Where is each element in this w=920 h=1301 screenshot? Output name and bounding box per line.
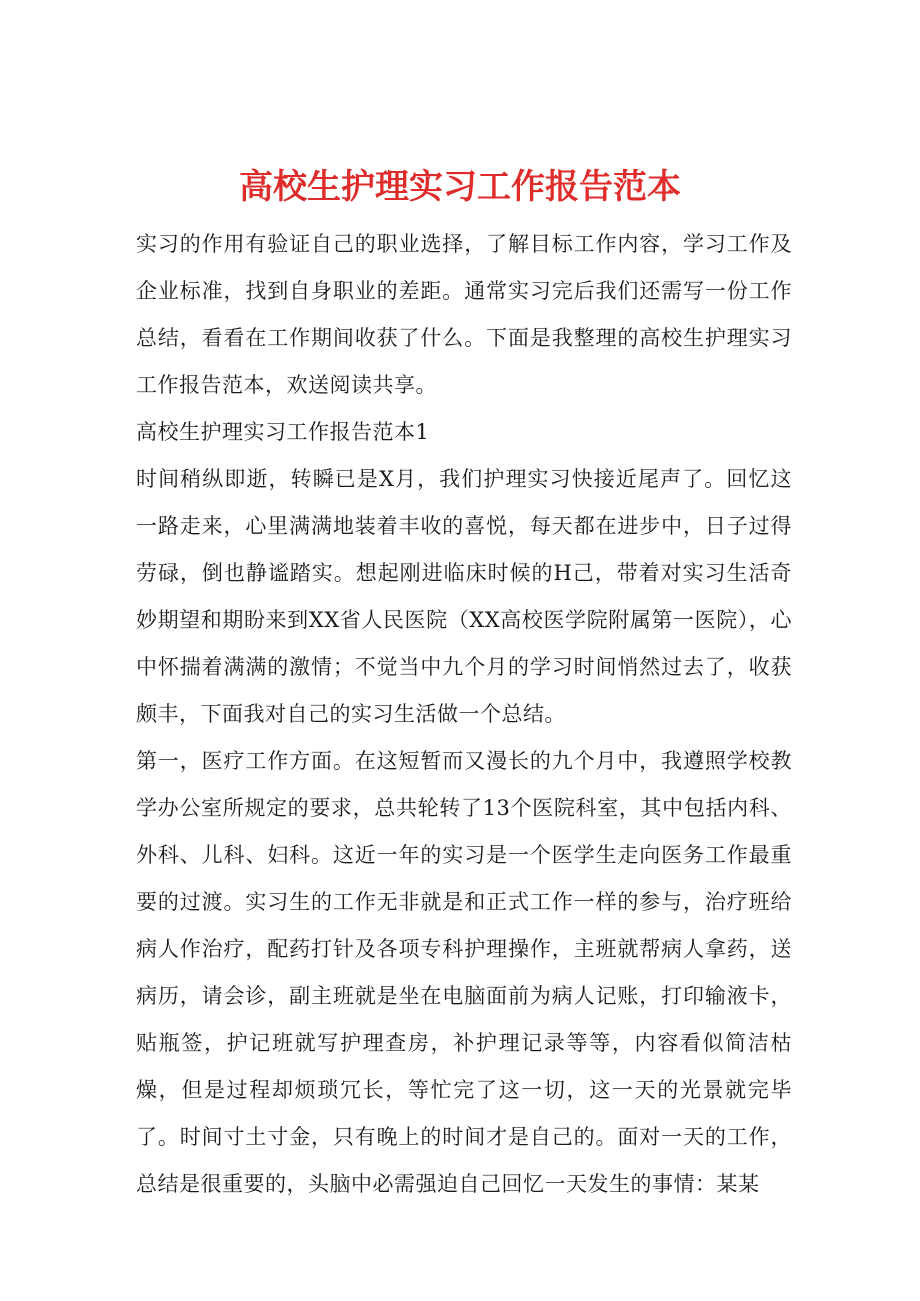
document-title: 高校生护理实习工作报告范本 xyxy=(239,166,681,207)
body-paragraph-2: 第一，医疗工作方面。在这短暂而又漫长的九个月中，我遵照学校教学办公室所规定的要求，总共轮转了13个医院科室，其中包括内科、外科、儿科、妇科。这近一年的实习是一个医学生走向医务工作最重要的过渡。实习生的工作无非就是和正式工作一样的参与，治疗班给病人作治疗，配药打针及各项专科护理操作，主班就帮病人拿药，送病历，请会诊，副主班就是坐在电脑面前为病人记账，打印输液卡，贴瓶签，护记班就写护理查房，补护理记录等等，内容看似简洁枯燥，但是过程却烦琐冗长，等忙完了这一切，这一天的光景就完毕了。时间寸土寸金，只有晚上的时间才是自己的。面对一天的工作，总结是很重要的，头脑中必需强迫自己回忆一天发生的事情：某某 xyxy=(136,749,792,1196)
body-paragraph-1: 时间稍纵即逝，转瞬已是X月，我们护理实习快接近尾声了。回忆这一路走来，心里满满地装着丰收的喜悦，每天都在进步中，日子过得劳碌，倒也静谧踏实。想起刚进临床时候的H己，带着对实习生活奇妙期望和期盼来到XX省人民医院（XX高校医学院附属第一医院），心中怀揣着满满的激情；不觉当中九个月的学习时间悄然过去了，收获颇丰，下面我对自己的实习生活做一个总结。 xyxy=(136,467,792,726)
section-heading: 高校生护理实习工作报告范本1 xyxy=(136,420,430,444)
intro-paragraph: 实习的作用有验证自己的职业选择，了解目标工作内容，学习工作及企业标准，找到自身职业的差距。通常实习完后我们还需写一份工作总结，看看在工作期间收获了什么。下面是我整理的高校生护理实习工作报告范本，欢送阅读共享。 xyxy=(136,232,792,397)
document-body xyxy=(136,221,792,1208)
